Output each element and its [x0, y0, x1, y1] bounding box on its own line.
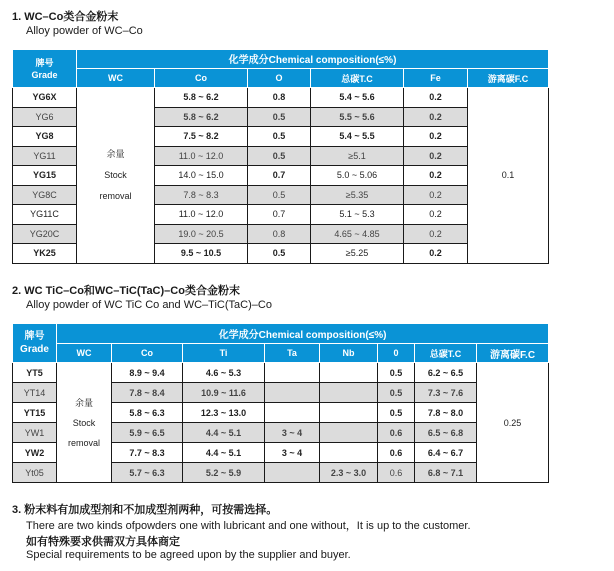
ti-cell: 4.6 ~ 5.3: [183, 363, 265, 383]
col-header-co: Co: [155, 69, 248, 88]
col-header-co: Co: [112, 344, 183, 363]
co-cell: 19.0 ~ 20.5: [155, 224, 248, 244]
grade-header-en: Grade: [31, 69, 58, 80]
ta-cell: [265, 463, 320, 483]
tc-cell: 5.4 ~ 5.6: [311, 88, 404, 108]
col-header-wc: WC: [57, 344, 112, 363]
fe-cell: 0.2: [404, 107, 468, 127]
ta-cell: [265, 363, 320, 383]
section2-subtitle: Alloy powder of WC TiC Co and WC–TiC(TaC)–Co: [26, 299, 272, 311]
grade-cell: YT14: [13, 383, 57, 403]
co-cell: 5.7 ~ 6.3: [112, 463, 183, 483]
col-header-tc: 总碳T.C: [415, 344, 477, 363]
ta-cell: [265, 383, 320, 403]
tc-cell: 5.0 ~ 5.06: [311, 166, 404, 186]
o-cell: 0.5: [248, 146, 311, 166]
nb-cell: 2.3 ~ 3.0: [320, 463, 378, 483]
tc-cell: 7.3 ~ 7.6: [415, 383, 477, 403]
grade-cell: YK25: [13, 244, 77, 264]
tc-cell: ≥5.1: [311, 146, 404, 166]
o-cell: 0.5: [248, 244, 311, 264]
tc-cell: 5.5 ~ 5.6: [311, 107, 404, 127]
wc-balance-cn: 余量: [74, 397, 93, 408]
tc-cell: 6.8 ~ 7.1: [415, 463, 477, 483]
tc-cell: ≥5.25: [311, 244, 404, 264]
co-cell: 8.9 ~ 9.4: [112, 363, 183, 383]
co-cell: 7.8 ~ 8.4: [112, 383, 183, 403]
tc-cell: 7.8 ~ 8.0: [415, 403, 477, 423]
chemical-composition-header: 化学成分Chemical composition(≤%): [77, 50, 549, 69]
grade-header-en: Grade: [20, 344, 49, 355]
tc-cell: 6.5 ~ 6.8: [415, 423, 477, 443]
fc-merged-cell: 0.25: [477, 363, 549, 483]
section1-title: 1. WC–Co类合金粉末: [12, 11, 119, 23]
col-header-fe: Fe: [404, 69, 468, 88]
grade-cell: YG6X: [13, 88, 77, 108]
co-cell: 9.5 ~ 10.5: [155, 244, 248, 264]
o-cell: 0.7: [248, 166, 311, 186]
co-cell: 5.8 ~ 6.2: [155, 107, 248, 127]
o-cell: 0.5: [248, 185, 311, 205]
col-header-ta: Ta: [265, 344, 320, 363]
table-row: [13, 88, 549, 108]
section1-subtitle: Alloy powder of WC–Co: [26, 25, 143, 37]
chemical-composition-header: 化学成分Chemical composition(≤%): [57, 324, 549, 344]
fe-cell: 0.2: [404, 224, 468, 244]
wc-balance-en1: Stock: [104, 169, 127, 180]
nb-cell: [320, 443, 378, 463]
col-header-fc: 游离碳F.C: [477, 344, 549, 363]
o-cell: 0.6: [378, 463, 415, 483]
note-special-cn: 如有特殊要求供需双方具体商定: [26, 536, 180, 548]
fe-cell: 0.2: [404, 166, 468, 186]
note-lubricant-en: There are two kinds ofpowders one with lubricant and one without，It is up to the customer.: [26, 520, 471, 532]
co-cell: 11.0 ~ 12.0: [155, 205, 248, 225]
ti-cell: 10.9 ~ 11.6: [183, 383, 265, 403]
table-row: [13, 363, 549, 383]
col-header-ti: Ti: [183, 344, 265, 363]
col-header-tc: 总碳T.C: [311, 69, 404, 88]
grade-cell: YW2: [13, 443, 57, 463]
ti-cell: 4.4 ~ 5.1: [183, 423, 265, 443]
tc-cell: 6.4 ~ 6.7: [415, 443, 477, 463]
o-cell: 0.7: [248, 205, 311, 225]
ta-cell: 3 ~ 4: [265, 443, 320, 463]
co-cell: 5.9 ~ 6.5: [112, 423, 183, 443]
fe-cell: 0.2: [404, 146, 468, 166]
fe-cell: 0.2: [404, 205, 468, 225]
o-cell: 0.5: [248, 107, 311, 127]
col-header-nb: Nb: [320, 344, 378, 363]
grade-cell: YG15: [13, 166, 77, 186]
col-header-o: 0: [378, 344, 415, 363]
o-cell: 0.8: [248, 88, 311, 108]
co-cell: 7.5 ~ 8.2: [155, 127, 248, 147]
wc-balance-en2: removal: [99, 190, 132, 201]
wc-balance-en2: removal: [67, 437, 100, 448]
grade-cell: YG11: [13, 146, 77, 166]
fe-cell: 0.2: [404, 185, 468, 205]
wc-balance-cell: [57, 363, 112, 483]
nb-cell: [320, 403, 378, 423]
tc-cell: 6.2 ~ 6.5: [415, 363, 477, 383]
fe-cell: 0.2: [404, 88, 468, 108]
col-header-wc: WC: [77, 69, 155, 88]
co-cell: 7.8 ~ 8.3: [155, 185, 248, 205]
grade-cell: YG11C: [13, 205, 77, 225]
co-cell: 7.7 ~ 8.3: [112, 443, 183, 463]
o-cell: 0.5: [248, 127, 311, 147]
ta-cell: [265, 403, 320, 423]
grade-cell: YG8: [13, 127, 77, 147]
o-cell: 0.8: [248, 224, 311, 244]
col-header-fc: 游离碳F.C: [468, 69, 549, 88]
section3-title: 3. 粉末料有加成型剂和不加成型剂两种，可按需选择。: [12, 504, 278, 516]
tc-cell: 5.4 ~ 5.5: [311, 127, 404, 147]
o-cell: 0.5: [378, 403, 415, 423]
nb-cell: [320, 423, 378, 443]
ti-cell: 5.2 ~ 5.9: [183, 463, 265, 483]
wc-co-composition-table: [12, 49, 549, 264]
tc-cell: 5.1 ~ 5.3: [311, 205, 404, 225]
o-cell: 0.6: [378, 443, 415, 463]
o-cell: 0.5: [378, 363, 415, 383]
grade-header: [13, 50, 77, 88]
wc-tic-co-composition-table: [12, 323, 549, 483]
tc-cell: 4.65 ~ 4.85: [311, 224, 404, 244]
wc-balance-cn: 余量: [106, 148, 125, 159]
fe-cell: 0.2: [404, 244, 468, 264]
fe-cell: 0.2: [404, 127, 468, 147]
nb-cell: [320, 383, 378, 403]
grade-cell: YG6: [13, 107, 77, 127]
co-cell: 5.8 ~ 6.3: [112, 403, 183, 423]
col-header-o: O: [248, 69, 311, 88]
grade-cell: YG8C: [13, 185, 77, 205]
grade-header-cn: 牌号: [35, 57, 54, 68]
grade-cell: YG20C: [13, 224, 77, 244]
grade-header: [13, 324, 57, 363]
wc-balance-en1: Stock: [72, 417, 96, 428]
wc-balance-cell: [77, 88, 155, 264]
section2-title: 2. WC TiC–Co和WC–TiC(TaC)–Co类合金粉末: [12, 285, 240, 297]
grade-header-cn: 牌号: [24, 331, 45, 342]
ti-cell: 4.4 ~ 5.1: [183, 443, 265, 463]
nb-cell: [320, 363, 378, 383]
co-cell: 14.0 ~ 15.0: [155, 166, 248, 186]
grade-cell: YT15: [13, 403, 57, 423]
ti-cell: 12.3 ~ 13.0: [183, 403, 265, 423]
o-cell: 0.5: [378, 383, 415, 403]
o-cell: 0.6: [378, 423, 415, 443]
fc-merged-cell: 0.1: [468, 88, 549, 264]
grade-cell: Yt05: [13, 463, 57, 483]
ta-cell: 3 ~ 4: [265, 423, 320, 443]
grade-cell: YT5: [13, 363, 57, 383]
co-cell: 5.8 ~ 6.2: [155, 88, 248, 108]
grade-cell: YW1: [13, 423, 57, 443]
co-cell: 11.0 ~ 12.0: [155, 146, 248, 166]
note-special-en: Special requirements to be agreed upon by the supplier and buyer.: [26, 549, 351, 561]
tc-cell: ≥5.35: [311, 185, 404, 205]
